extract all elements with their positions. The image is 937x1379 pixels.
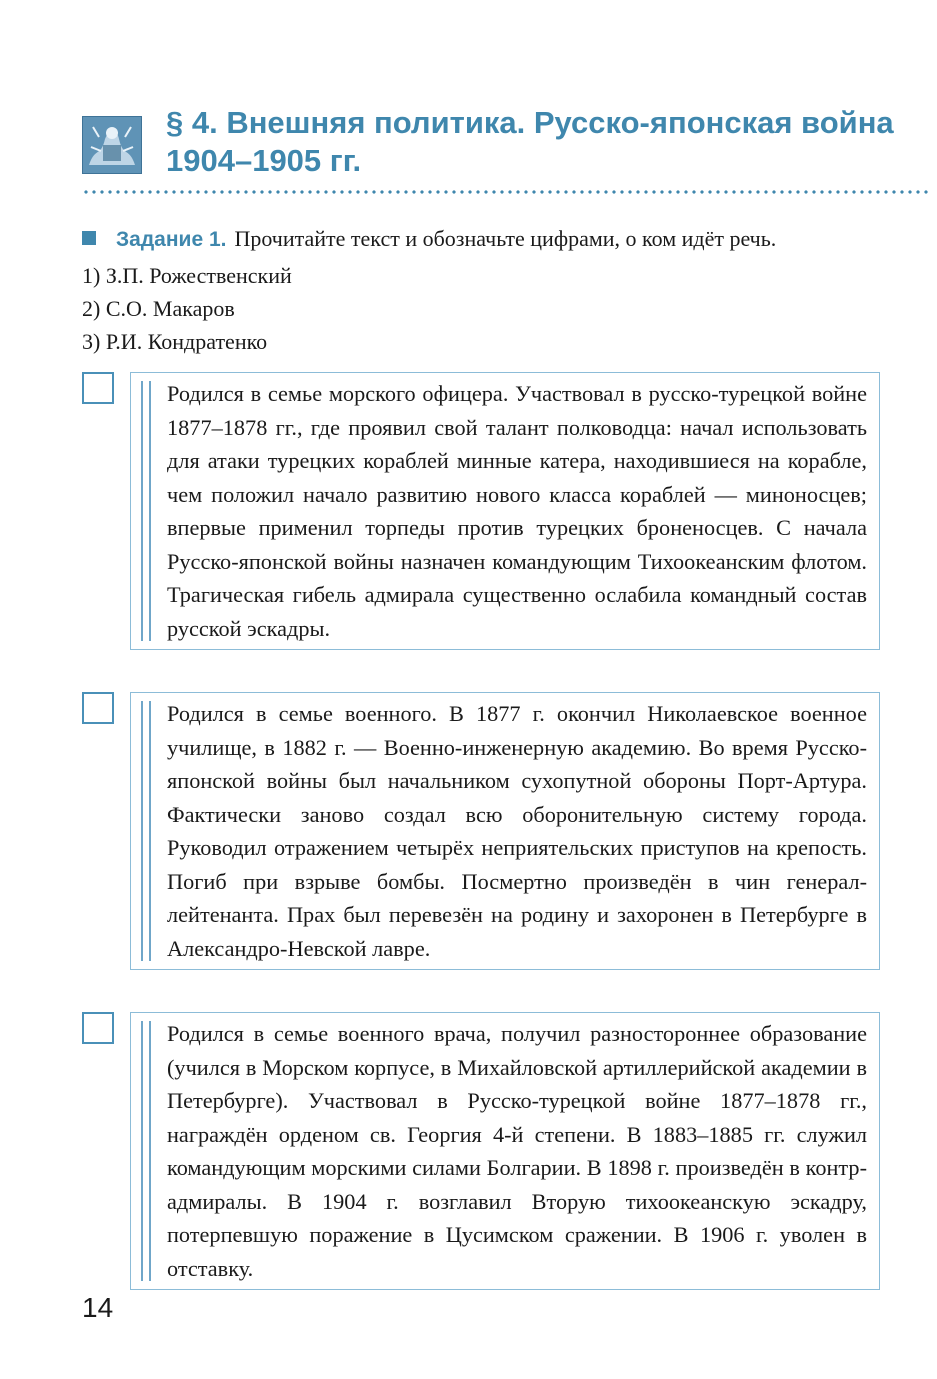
option-item: 2) С.О. Макаров xyxy=(82,296,235,321)
biography-text: Родился в семье морского офицера. Участвовал в русско-турецкой войне 1877–1878 гг., где проявил свой талант полководца: начал использовать для атаки турецких кораблей минные катера, находившиеся на корабле, чем положил начало развитию нового класса кораблей — миноносцев; впервые применил торпеды против турецких броненосцев. С начала Русско-японской войны назначен командующим Тихоокеанским флотом. Трагическая гибель адмирала существенно ослабила командный состав русской эскадры. xyxy=(167,381,867,641)
decorative-border xyxy=(141,1021,151,1281)
task-label: Задание 1. xyxy=(116,228,227,251)
dotted-divider xyxy=(82,190,932,194)
page-number: 14 xyxy=(82,1292,114,1323)
biography-panel xyxy=(130,372,880,650)
section-header xyxy=(82,104,902,184)
answer-checkbox[interactable] xyxy=(82,372,114,404)
option-item: 3) Р.И. Кондратенко xyxy=(82,329,268,354)
page-title: § 4. Внешняя политика. Русско-японская война 1904–1905 гг. xyxy=(166,105,894,178)
answer-checkbox[interactable] xyxy=(82,692,114,724)
biography-panel xyxy=(130,1012,880,1290)
square-bullet-icon xyxy=(82,231,96,245)
decorative-border xyxy=(141,701,151,961)
ornament-icon xyxy=(82,116,142,174)
biography-text: Родился в семье военного. В 1877 г. окончил Николаевское военное училище, в 1882 г. — Военно-инженерную академию. Во время Русско-японской войны был начальником сухопутной обороны Порт-Артура. Фактически заново создал всю оборонительную систему города. Руководил отражением четырёх неприятельских приступов на крепость. Погиб при взрыве бомбы. Посмертно произведён в чин генерал-лейтенанта. Прах был перевезён на родину и захоронен в Петербурге в Александро-Невской лавре. xyxy=(167,701,867,961)
answer-options xyxy=(82,259,292,358)
option-item: 1) З.П. Рожественский xyxy=(82,263,292,288)
task-line xyxy=(82,224,902,255)
biography-text: Родился в семье военного врача, получил разностороннее образование (учился в Морском корпусе, в Михайловской артиллерийской академии в Петербурге). Участвовал в Русско-турецкой войне 1877–1878 гг., награждён орденом св. Георгия 4-й степени. В 1883–1885 гг. служил командующим морскими силами Болгарии. В 1898 г. произведён в контр-адмиралы. В 1904 г. возглавил Вторую тихоокеанскую эскадру, потерпевшую поражение в Цусимском сражении. В 1906 г. уволен в отставку. xyxy=(167,1021,867,1281)
biography-panel xyxy=(130,692,880,970)
decorative-border xyxy=(141,381,151,641)
answer-checkbox[interactable] xyxy=(82,1012,114,1044)
task-instruction: Прочитайте текст и обозначьте цифрами, о ком идёт речь. xyxy=(234,226,777,251)
